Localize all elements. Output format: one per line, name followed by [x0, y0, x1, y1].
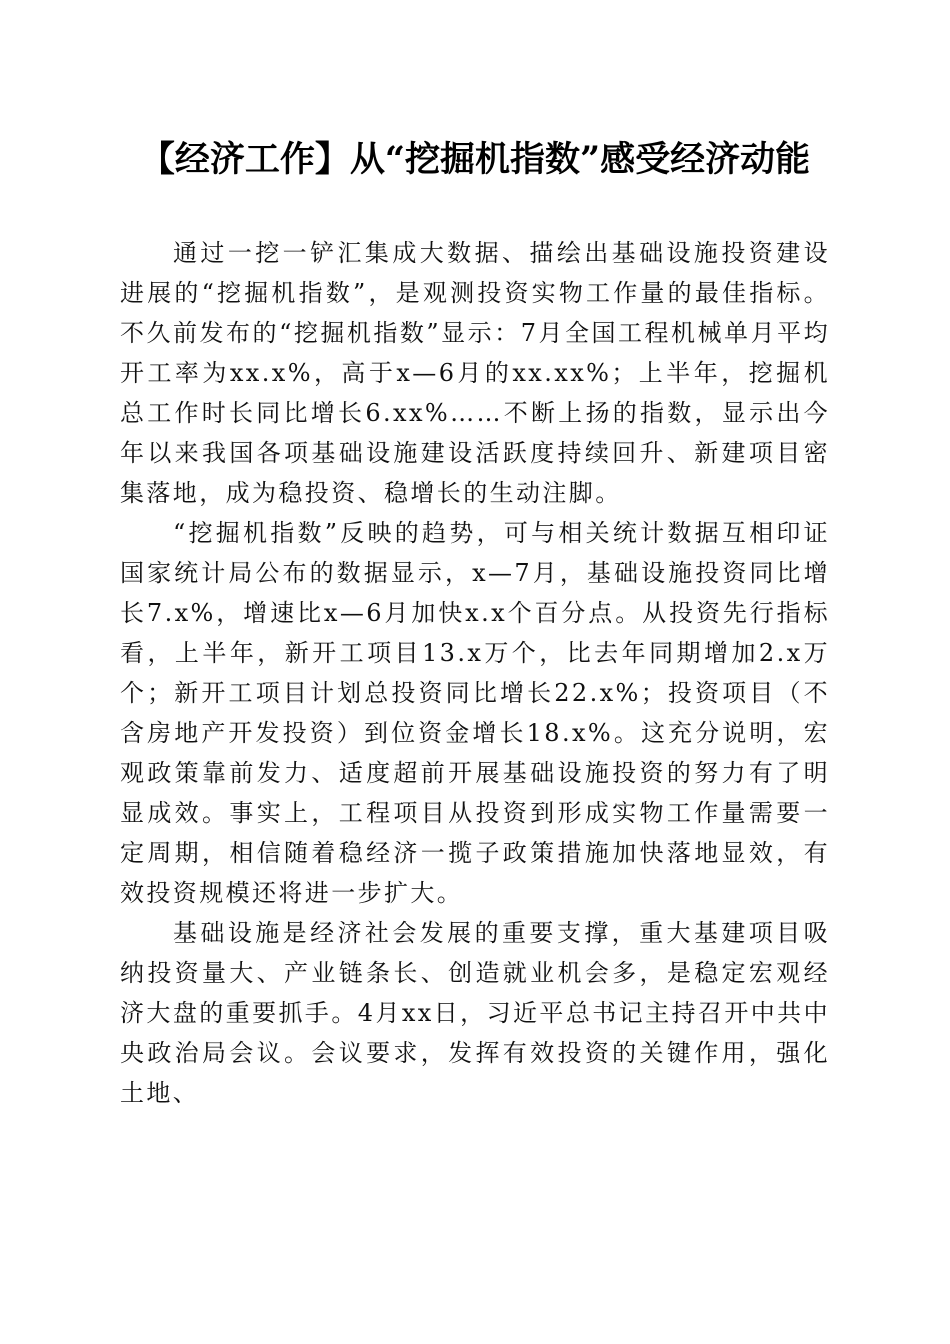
paragraph-2: “挖掘机指数”反映的趋势，可与相关统计数据互相印证国家统计局公布的数据显示，x—7月，基础设施投资同比增长7.x%，增速比x—6月加快x.x个百分点。从投资先行指标看，上半年，新开工项目13.x万个，比去年同期增加2.x万个；新开工项目计划总投资同比增长22.x%；投资项目（不含房地产开发投资）到位资金增长18.x%。这充分说明，宏观政策靠前发力、适度超前开展基础设施投资的努力有了明显成效。事实上，工程项目从投资到形成实物工作量需要一定周期，相信随着稳经济一揽子政策措施加快落地显效，有效投资规模还将进一步扩大。	[120, 519, 830, 907]
paragraph-3: 基础设施是经济社会发展的重要支撑，重大基建项目吸纳投资量大、产业链条长、创造就业机会多，是稳定宏观经济大盘的重要抓手。4月xx日，习近平总书记主持召开中共中央政治局会议。会议要求，发挥有效投资的关键作用，强化土地、	[120, 919, 830, 1107]
paragraph-1: 通过一挖一铲汇集成大数据、描绘出基础设施投资建设进展的“挖掘机指数”，是观测投资实物工作量的最佳指标。不久前发布的“挖掘机指数”显示：7月全国工程机械单月平均开工率为xx.x%，高于x—6月的xx.xx%；上半年，挖掘机总工作时长同比增长6.xx%……不断上扬的指数，显示出今年以来我国各项基础设施建设活跃度持续回升、新建项目密集落地，成为稳投资、稳增长的生动注脚。	[120, 239, 830, 507]
document-title: 【经济工作】从“挖掘机指数”感受经济动能	[139, 139, 811, 180]
document-body	[120, 233, 830, 1113]
